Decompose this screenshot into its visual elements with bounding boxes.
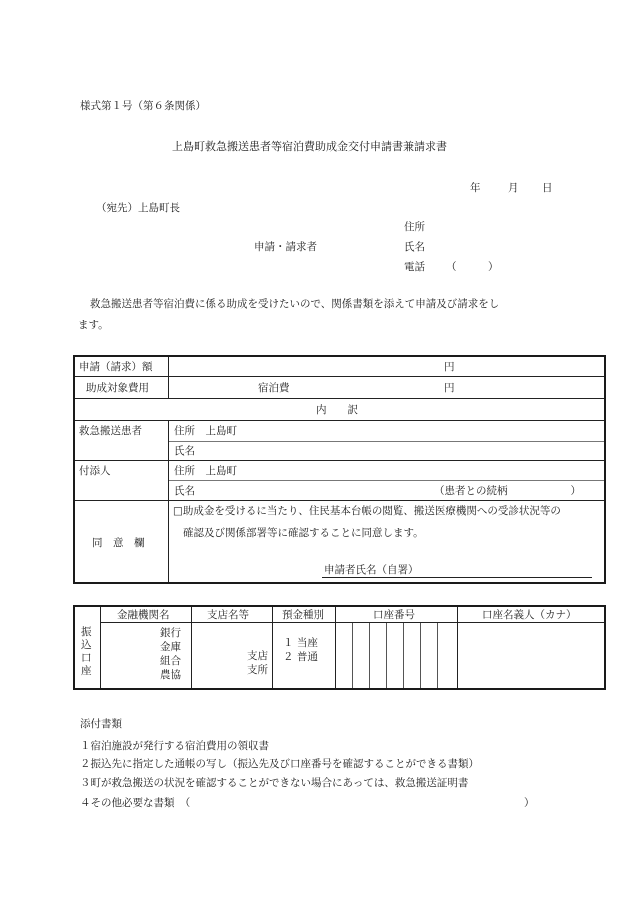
digit-separator xyxy=(420,623,421,688)
attachment-close-paren: ） xyxy=(524,797,535,809)
side-label-char: 込 xyxy=(81,639,92,651)
main-table-frame xyxy=(73,355,606,584)
deposit-option: ２ 普通 xyxy=(283,651,318,663)
side-label-char: 口 xyxy=(81,652,92,664)
main-table-rule xyxy=(75,500,604,501)
digit-separator xyxy=(403,623,404,688)
digit-separator xyxy=(386,623,387,688)
branch-type: 支所 xyxy=(247,664,268,676)
form-number: 様式第１号（第６条関係） xyxy=(80,100,206,112)
addressee: （宛先）上島町長 xyxy=(96,202,180,214)
attachments-heading: 添付書類 xyxy=(80,718,122,730)
breakdown-label: 内 訳 xyxy=(316,404,358,416)
side-label-char: 振 xyxy=(81,626,92,638)
bank-col-line xyxy=(272,607,273,688)
header-account-holder: 口座名義人（カナ） xyxy=(482,609,577,621)
digit-separator xyxy=(352,623,353,688)
attendant-address: 住所 上島町 xyxy=(174,465,237,477)
institution-type: 組合 xyxy=(160,655,181,667)
relation-field: （患者との続柄 ） xyxy=(434,485,581,497)
main-table-rule xyxy=(75,460,604,461)
date-month: 月 xyxy=(508,182,519,194)
consent-label: 同 意 欄 xyxy=(92,537,145,549)
date-year: 年 xyxy=(470,182,481,194)
applicant-name-label: 氏名 xyxy=(404,241,425,253)
deposit-option: １ 当座 xyxy=(283,637,318,649)
amount-label: 申請（請求）額 xyxy=(79,361,153,373)
intro-line2: ます。 xyxy=(78,319,109,331)
attendant-name: 氏名 xyxy=(174,485,195,497)
main-table-rule xyxy=(75,376,604,377)
bank-col-line xyxy=(100,607,101,688)
institution-type: 農協 xyxy=(160,669,181,681)
main-table-divider xyxy=(168,357,169,398)
main-table-divider xyxy=(168,420,169,582)
amount-unit: 円 xyxy=(444,361,455,373)
attachment-item: ４その他必要な書類 （ xyxy=(80,797,191,809)
patient-address: 住所 上島町 xyxy=(174,425,237,437)
main-table-rule xyxy=(75,420,604,421)
signature-line xyxy=(322,577,592,578)
cost-item: 宿泊費 xyxy=(258,382,290,394)
applicant-label: 申請・請求者 xyxy=(254,241,317,253)
institution-type: 銀行 xyxy=(160,627,181,639)
digit-separator xyxy=(437,623,438,688)
attachment-item: １宿泊施設が発行する宿泊費用の領収書 xyxy=(80,740,269,752)
consent-text-2: 確認及び関係部署等に確認することに同意します。 xyxy=(183,527,424,539)
header-branch: 支店名等 xyxy=(207,609,249,621)
cost-unit: 円 xyxy=(444,382,455,394)
applicant-phone-paren: （ ） xyxy=(446,261,499,273)
header-account-number: 口座番号 xyxy=(373,609,415,621)
attachment-item: ２振込先に指定した通帳の写し（振込先及び口座番号を確認することができる書類） xyxy=(80,758,479,770)
bank-col-line xyxy=(335,607,336,688)
header-deposit-type: 預金種別 xyxy=(282,609,324,621)
consent-text-1: □助成金を受けるに当たり、住民基本台帳の閲覧、搬送医療機関への受診状況等の xyxy=(173,505,561,517)
main-table-rule xyxy=(168,480,604,481)
cost-label: 助成対象費用 xyxy=(86,382,149,394)
patient-name: 氏名 xyxy=(174,445,195,457)
header-institution: 金融機関名 xyxy=(117,609,170,621)
main-table-rule xyxy=(168,441,604,442)
main-table-rule xyxy=(75,398,604,399)
patient-label: 救急搬送患者 xyxy=(79,425,142,437)
branch-type: 支店 xyxy=(247,650,268,662)
digit-separator xyxy=(369,623,370,688)
side-label-char: 座 xyxy=(81,665,92,677)
applicant-address-label: 住所 xyxy=(404,221,425,233)
signature-label: 申請者氏名（自署） xyxy=(324,564,419,576)
intro-line1: 救急搬送患者等宿泊費に係る助成を受けたいので、関係書類を添えて申請及び請求をし xyxy=(90,298,500,310)
attachment-item: ３町が救急搬送の状況を確認することができない場合にあっては、救急搬送証明書 xyxy=(80,777,469,789)
institution-type: 金庫 xyxy=(160,641,181,653)
bank-col-line xyxy=(457,607,458,688)
applicant-phone-label: 電話 xyxy=(404,261,425,273)
attendant-label: 付添人 xyxy=(79,465,111,477)
date-day: 日 xyxy=(542,182,553,194)
bank-col-line xyxy=(191,607,192,688)
page-title: 上島町救急搬送患者等宿泊費助成金交付申請書兼請求書 xyxy=(172,140,447,153)
